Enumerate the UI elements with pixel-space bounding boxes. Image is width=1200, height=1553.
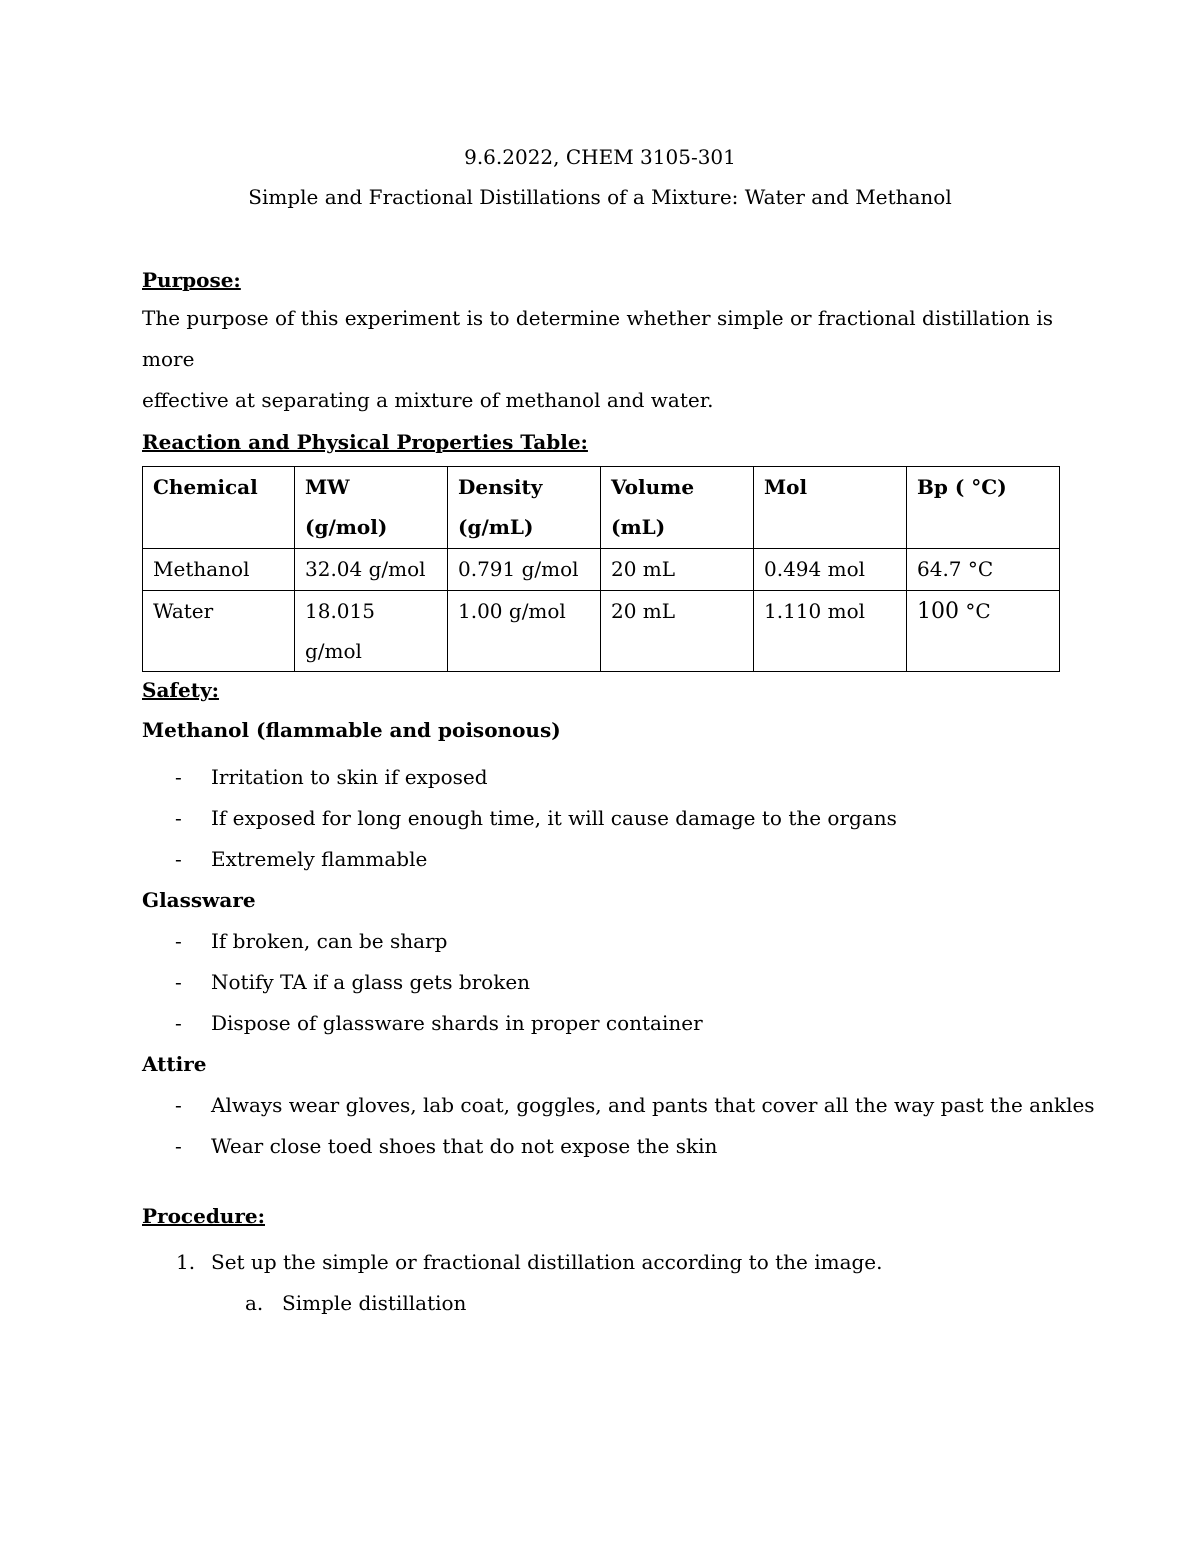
methanol-list — [142, 757, 1142, 880]
purpose-heading: Purpose: — [142, 268, 241, 292]
cell-mol: 1.110 mol — [754, 591, 907, 672]
list-item: - If exposed for long enough time, it will cause damage to the organs — [175, 806, 897, 830]
table-header-row — [143, 467, 1060, 549]
col-density: Density (g/mL) — [448, 467, 601, 549]
cell-mw: 18.015 g/mol — [295, 591, 448, 672]
list-item: - Always wear gloves, lab coat, goggles, and pants that cover all the way past the ankles — [175, 1093, 1095, 1117]
cell-mol: 0.494 mol — [754, 549, 907, 591]
step-text: Set up the simple or fractional distillation according to the image. — [211, 1250, 883, 1274]
safety-section — [142, 676, 1142, 1167]
document-title: Simple and Fractional Distillations of a Mixture: Water and Methanol — [248, 185, 952, 209]
glassware-subheading: Glassware — [142, 888, 256, 912]
cell-density: 1.00 g/mol — [448, 591, 601, 672]
list-item: - Wear close toed shoes that do not expose the skin — [175, 1134, 718, 1158]
cell-volume: 20 mL — [601, 591, 754, 672]
list-item: - Notify TA if a glass gets broken — [175, 970, 531, 994]
purpose-text — [142, 298, 1062, 421]
purpose-line-2: effective at separating a mixture of methanol and water. — [142, 388, 714, 412]
col-chemical: Chemical — [143, 467, 295, 549]
properties-table — [142, 466, 1060, 672]
cell-mw: 32.04 g/mol — [295, 549, 448, 591]
cell-density: 0.791 g/mol — [448, 549, 601, 591]
attire-list — [142, 1085, 1142, 1167]
cell-chemical: Water — [143, 591, 295, 672]
procedure-step-1 — [142, 1242, 1142, 1283]
procedure-step-1a — [142, 1283, 1142, 1324]
procedure-section — [142, 1202, 1142, 1324]
cell-bp: 100 °C — [907, 591, 1060, 672]
procedure-heading: Procedure: — [142, 1204, 265, 1228]
cell-bp: 64.7 °C — [907, 549, 1060, 591]
purpose-line-1: The purpose of this experiment is to determine whether simple or fractional distillation is more — [142, 306, 1054, 371]
list-item: - Extremely flammable — [175, 847, 428, 871]
table-row — [143, 549, 1060, 591]
col-mw: MW (g/mol) — [295, 467, 448, 549]
safety-heading: Safety: — [142, 678, 219, 702]
glassware-list — [142, 921, 1142, 1044]
attire-subheading: Attire — [142, 1052, 207, 1076]
col-mol: Mol — [754, 467, 907, 549]
list-item: - Irritation to skin if exposed — [175, 765, 488, 789]
table-row — [143, 591, 1060, 672]
cell-chemical: Methanol — [143, 549, 295, 591]
substep-letter: a. — [245, 1291, 264, 1315]
col-volume: Volume (mL) — [601, 467, 754, 549]
list-item: - Dispose of glassware shards in proper container — [175, 1011, 703, 1035]
properties-table-heading: Reaction and Physical Properties Table: — [142, 430, 588, 454]
step-number: 1. — [176, 1250, 196, 1274]
methanol-subheading: Methanol (flammable and poisonous) — [142, 718, 561, 742]
substep-text: Simple distillation — [282, 1291, 467, 1315]
date-course-line: 9.6.2022, CHEM 3105-301 — [464, 145, 736, 169]
list-item: - If broken, can be sharp — [175, 929, 448, 953]
col-bp: Bp ( °C) — [907, 467, 1060, 549]
cell-volume: 20 mL — [601, 549, 754, 591]
